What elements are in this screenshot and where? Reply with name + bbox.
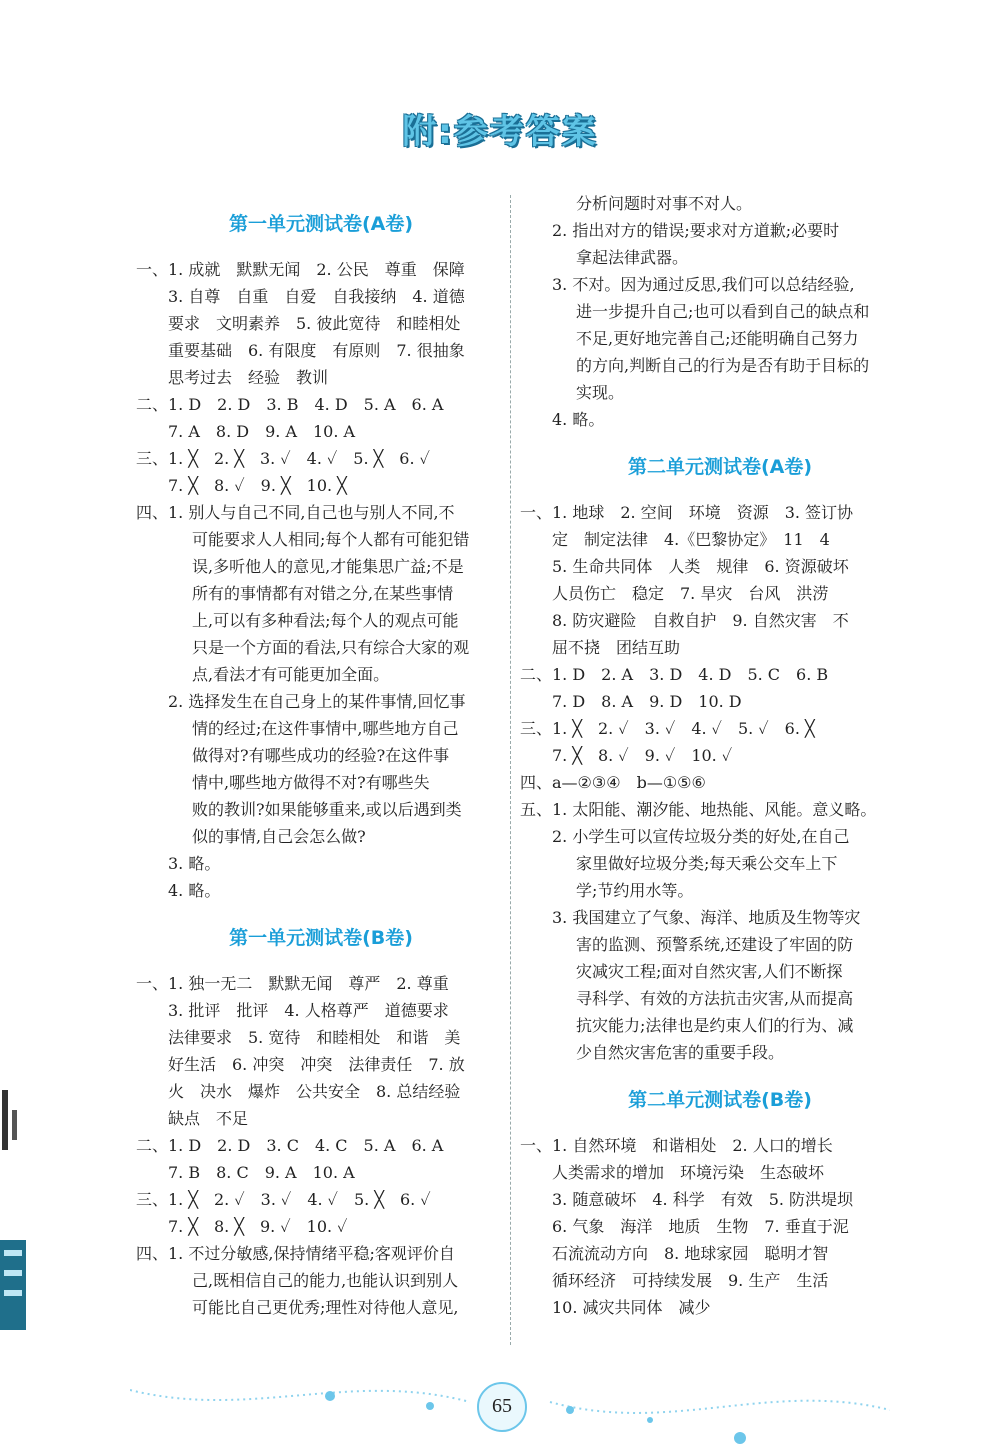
answer-line: 四、1. 不过分敏感,保持情绪平稳;客观评价自	[136, 1244, 455, 1263]
answer-line: 三、1. ╳ 2. ✓ 3. ✓ 4. ✓ 5. ✓ 6. ╳	[520, 719, 815, 738]
answer-line: 所有的事情都有对错之分,在某些事情	[192, 584, 454, 603]
answer-block	[136, 256, 506, 904]
answer-line: 好生活 6. 冲突 冲突 法律责任 7. 放	[168, 1055, 465, 1074]
answer-line: 一、1. 地球 2. 空间 环境 资源 3. 签订协	[520, 503, 854, 522]
section-heading: 第二单元测试卷(B卷)	[628, 1089, 812, 1111]
binding-edge-marks	[0, 1090, 28, 1340]
answer-line: 7. D 8. A 9. D 10. D	[552, 692, 742, 711]
answer-line: 2. 指出对方的错误;要求对方道歉;必要时	[552, 221, 840, 240]
right-column	[520, 190, 920, 1321]
answer-line: 7. ╳ 8. ╳ 9. ✓ 10. ✓	[168, 1217, 348, 1236]
page-number: 65	[477, 1382, 527, 1432]
answer-line: 定 制定法律 4.《巴黎协定》 11 4	[552, 530, 830, 549]
answer-line: 四、1. 别人与自己不同,自己也与别人不同,不	[136, 503, 455, 522]
page-title: 附:参考答案	[402, 112, 598, 152]
answer-line: 情的经过;在这件事情中,哪些地方自己	[192, 719, 459, 738]
answer-line: 一、1. 独一无二 默默无闻 尊严 2. 尊重	[136, 974, 449, 993]
answer-block	[520, 499, 920, 1066]
answer-line: 3. 我国建立了气象、海洋、地质及生物等灾	[552, 908, 861, 927]
answer-line: 3. 随意破坏 4. 科学 有效 5. 防洪堤坝	[552, 1190, 854, 1209]
answer-line: 屈不挠 团结互助	[552, 638, 681, 657]
answer-line: 的方向,判断自己的行为是否有助于目标的	[576, 356, 870, 375]
answer-line: 一、1. 成就 默默无闻 2. 公民 尊重 保障	[136, 260, 465, 279]
column-divider	[510, 195, 511, 1345]
section-heading: 第一单元测试卷(A卷)	[228, 213, 414, 235]
answer-block	[136, 970, 506, 1321]
answer-line: 10. 减灾共同体 减少	[552, 1298, 711, 1317]
answer-line: 火 决水 爆炸 公共安全 8. 总结经验	[168, 1082, 461, 1101]
answer-line: 7. ╳ 8. ✓ 9. ✓ 10. ✓	[552, 746, 733, 765]
answer-line: 3. 略。	[168, 854, 221, 873]
answer-line: 3. 自尊 自重 自爱 自我接纳 4. 道德	[168, 287, 465, 306]
answer-line: 害的监测、预警系统,还建设了牢固的防	[576, 935, 854, 954]
answer-line: 一、1. 自然环境 和谐相处 2. 人口的增长	[520, 1136, 833, 1155]
answer-line: 二、1. D 2. A 3. D 4. D 5. C 6. B	[520, 665, 829, 684]
left-column	[136, 190, 506, 1321]
answer-line: 7. ╳ 8. ✓ 9. ╳ 10. ╳	[168, 476, 347, 495]
answer-line: 4. 略。	[552, 410, 605, 429]
answer-line: 三、1. ╳ 2. ✓ 3. ✓ 4. ✓ 5. ╳ 6. ✓	[136, 1190, 431, 1209]
answer-line: 循环经济 可持续发展 9. 生产 生活	[552, 1271, 829, 1290]
answer-line: 石流流动方向 8. 地球家园 聪明才智	[552, 1244, 829, 1263]
answer-line: 2. 小学生可以宣传垃圾分类的好处,在自己	[552, 827, 850, 846]
answer-line: 做得对?有哪些成功的经验?在这件事	[192, 746, 450, 765]
answer-line: 学;节约用水等。	[576, 881, 694, 900]
answer-line: 少自然灾害危害的重要手段。	[576, 1043, 785, 1062]
answer-line: 可能要求人人相同;每个人都有可能犯错	[192, 530, 470, 549]
answer-line: 人类需求的增加 环境污染 生态破坏	[552, 1163, 825, 1182]
answer-line: 人员伤亡 稳定 7. 旱灾 台风 洪涝	[552, 584, 829, 603]
answer-line: 家里做好垃圾分类;每天乘公交车上下	[576, 854, 838, 873]
answer-line: 三、1. ╳ 2. ╳ 3. ✓ 4. ✓ 5. ╳ 6. ✓	[136, 449, 430, 468]
answer-line: 二、1. D 2. D 3. C 4. C 5. A 6. A	[136, 1136, 444, 1155]
answer-line: 实现。	[576, 383, 625, 402]
answer-line: 只是一个方面的看法,只有综合大家的观	[192, 638, 470, 657]
answer-line: 7. B 8. C 9. A 10. A	[168, 1163, 355, 1182]
section-heading: 第一单元测试卷(B卷)	[229, 927, 413, 949]
answer-line: 法律要求 5. 宽待 和睦相处 和谐 美	[168, 1028, 461, 1047]
answer-line: 不足,更好地完善自己;还能明确自己努力	[576, 329, 859, 348]
answer-line: 分析问题时对事不对人。	[576, 194, 753, 213]
answer-line: 似的事情,自己会怎么做?	[192, 827, 366, 846]
answer-line: 要求 文明素养 5. 彼此宽待 和睦相处	[168, 314, 461, 333]
answer-line: 6. 气象 海洋 地质 生物 7. 垂直于泥	[552, 1217, 849, 1236]
answer-line: 二、1. D 2. D 3. B 4. D 5. A 6. A	[136, 395, 444, 414]
answer-block	[520, 190, 920, 433]
answer-line: 3. 批评 批评 4. 人格尊严 道德要求	[168, 1001, 449, 1020]
answer-line: 7. A 8. D 9. A 10. A	[168, 422, 356, 441]
answer-line: 思考过去 经验 教训	[168, 368, 329, 387]
answer-line: 己,既相信自己的能力,也能认识到别人	[192, 1271, 459, 1290]
answer-line: 进一步提升自己;也可以看到自己的缺点和	[576, 302, 870, 321]
answer-line: 抗灾能力;法律也是约束人们的行为、减	[576, 1016, 854, 1035]
answer-line: 四、a—②③④ b—①⑤⑥	[520, 773, 706, 792]
answer-line: 8. 防灾避险 自救自护 9. 自然灾害 不	[552, 611, 849, 630]
answer-line: 拿起法律武器。	[576, 248, 689, 267]
answer-line: 寻科学、有效的方法抗击灾害,从而提高	[576, 989, 854, 1008]
answer-line: 可能比自己更优秀;理性对待他人意见,	[192, 1298, 459, 1317]
answer-line: 五、1. 太阳能、潮汐能、地热能、风能。意义略。	[520, 800, 877, 819]
section-heading: 第二单元测试卷(A卷)	[627, 456, 813, 478]
answer-line: 4. 略。	[168, 881, 221, 900]
answer-line: 点,看法才有可能更加全面。	[192, 665, 390, 684]
answer-line: 2. 选择发生在自己身上的某件事情,回忆事	[168, 692, 466, 711]
answer-line: 灾减灾工程;面对自然灾害,人们不断探	[576, 962, 843, 981]
answer-block	[520, 1132, 920, 1321]
answer-line: 败的教训?如果能够重来,或以后遇到类	[192, 800, 462, 819]
answer-line: 3. 不对。因为通过反思,我们可以总结经验,	[552, 275, 855, 294]
answer-line: 缺点 不足	[168, 1109, 249, 1128]
answer-line: 重要基础 6. 有限度 有原则 7. 很抽象	[168, 341, 465, 360]
answer-line: 上,可以有多种看法;每个人的观点可能	[192, 611, 459, 630]
answer-line: 误,多听他人的意见,才能集思广益;不是	[192, 557, 464, 576]
answer-line: 情中,哪些地方做得不对?有哪些失	[192, 773, 430, 792]
answer-line: 5. 生命共同体 人类 规律 6. 资源破坏	[552, 557, 849, 576]
